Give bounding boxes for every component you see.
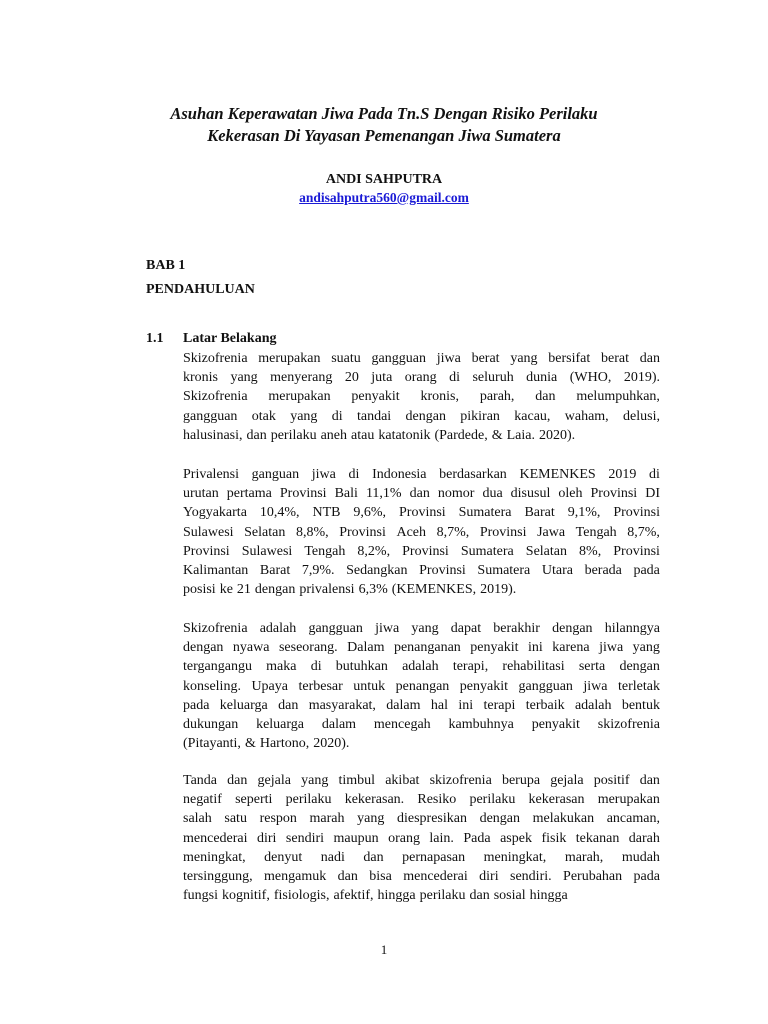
paragraph-line: halusinasi, dan perilaku aneh atau katatonik (Pardede, & Laia. 2020). [183, 427, 576, 443]
paragraph-line: mencederai diri sendiri maupun orang lain. Pada aspek fisik tekanan darah [183, 830, 660, 846]
paragraph-line: tersinggung, mengamuk dan bisa mencederai diri sendiri. Perubahan pada [183, 869, 660, 885]
paragraph-line: Provinsi Sulawesi Tengah 8,2%, Provinsi Sumatera Selatan 8%, Provinsi [183, 543, 660, 559]
title-line: Asuhan Keperawatan Jiwa Pada Tn.S Dengan Risiko Perilaku [170, 104, 598, 123]
paragraph-line: Kalimantan Barat 7,9%. Sedangkan Provinsi Sumatera Utara berada pada [183, 563, 660, 579]
paragraph-line: fungsi kognitif, fisiologis, afektif, hingga perilaku dan sosial hingga [183, 888, 568, 904]
chapter-title: PENDAHULUAN [146, 282, 255, 297]
author-email [0, 189, 768, 207]
paragraph [183, 771, 660, 905]
author-email-link[interactable]: andisahputra560@gmail.com [299, 190, 469, 205]
paragraph-line: urutan pertama Provinsi Bali 11,1% dan nomor dua disusul oleh Provinsi DI [183, 486, 660, 502]
paragraph-line: posisi ke 21 dengan privalensi 6,3% (KEMENKES, 2019). [183, 582, 517, 598]
paragraph-line: kronis yang menyerang 20 juta orang di seluruh dunia (WHO, 2019). [183, 370, 660, 386]
paragraph-line: tergangangu maka di butuhkan adalah terapi, rehabilitasi serta dengan [183, 659, 660, 675]
paragraph-line: pada keluarga dan masyarakat, dalam hal ini terapi terbaik adalah bentuk [183, 697, 660, 713]
paragraph-line: Skizofrenia merupakan suatu gangguan jiwa berat yang bersifat berat dan [183, 351, 660, 366]
paragraph-line: negatif seperti perilaku kekerasan. Resiko perilaku kekerasan merupakan [183, 792, 660, 808]
chapter-number: BAB 1 [146, 258, 186, 273]
paragraph [183, 465, 660, 599]
page-number: 1 [380, 942, 388, 957]
paragraph-line: konseling. Upaya terbesar untuk penangan penyakit gangguan jiwa terletak [183, 678, 660, 694]
paragraph-line: Privalensi ganguan jiwa di Indonesia berdasarkan KEMENKES 2019 di [183, 467, 660, 482]
paragraph-line: (Pitayanti, & Hartono, 2020). [183, 736, 350, 752]
document-title [0, 103, 768, 147]
paragraph-line: Sulawesi Selatan 8,8%, Provinsi Aceh 8,7%, Provinsi Jawa Tengah 8,7%, [183, 524, 660, 540]
paragraph-line: Skizofrenia merupakan penyakit kronis, parah, dan melumpuhkan, [183, 389, 660, 405]
paragraph-line: Skizofrenia adalah gangguan jiwa yang dapat berakhir dengan hilanngya [183, 621, 660, 636]
section-title: Latar Belakang [183, 331, 277, 346]
paragraph-line: salah satu respon marah yang diespresikan dengan melakukan ancaman, [183, 811, 660, 827]
title-line: Kekerasan Di Yayasan Pemenangan Jiwa Sumatera [207, 126, 561, 145]
paragraph-line: Yogyakarta 10,4%, NTB 9,6%, Provinsi Sumatera Barat 9,1%, Provinsi [183, 505, 660, 521]
paragraph-line: gangguan otak yang di tandai dengan pikiran kacau, waham, delusi, [183, 408, 660, 424]
paragraph [183, 619, 660, 753]
paragraph-line: dengan nyawa seseorang. Dalam penanganan penyakit ini karena jiwa yang [183, 640, 660, 656]
paragraph [183, 349, 660, 445]
paragraph-line: Tanda dan gejala yang timbul akibat skizofrenia berupa gejala positif dan [183, 773, 660, 788]
section-number: 1.1 [146, 331, 164, 346]
paragraph-line: dukungan keluarga dalam mencegah kambuhnya penyakit skizofrenia [183, 717, 660, 733]
paragraph-line: meningkat, denyut nadi dan pernapasan meningkat, marah, mudah [183, 849, 660, 865]
author-name: ANDI SAHPUTRA [325, 172, 443, 187]
